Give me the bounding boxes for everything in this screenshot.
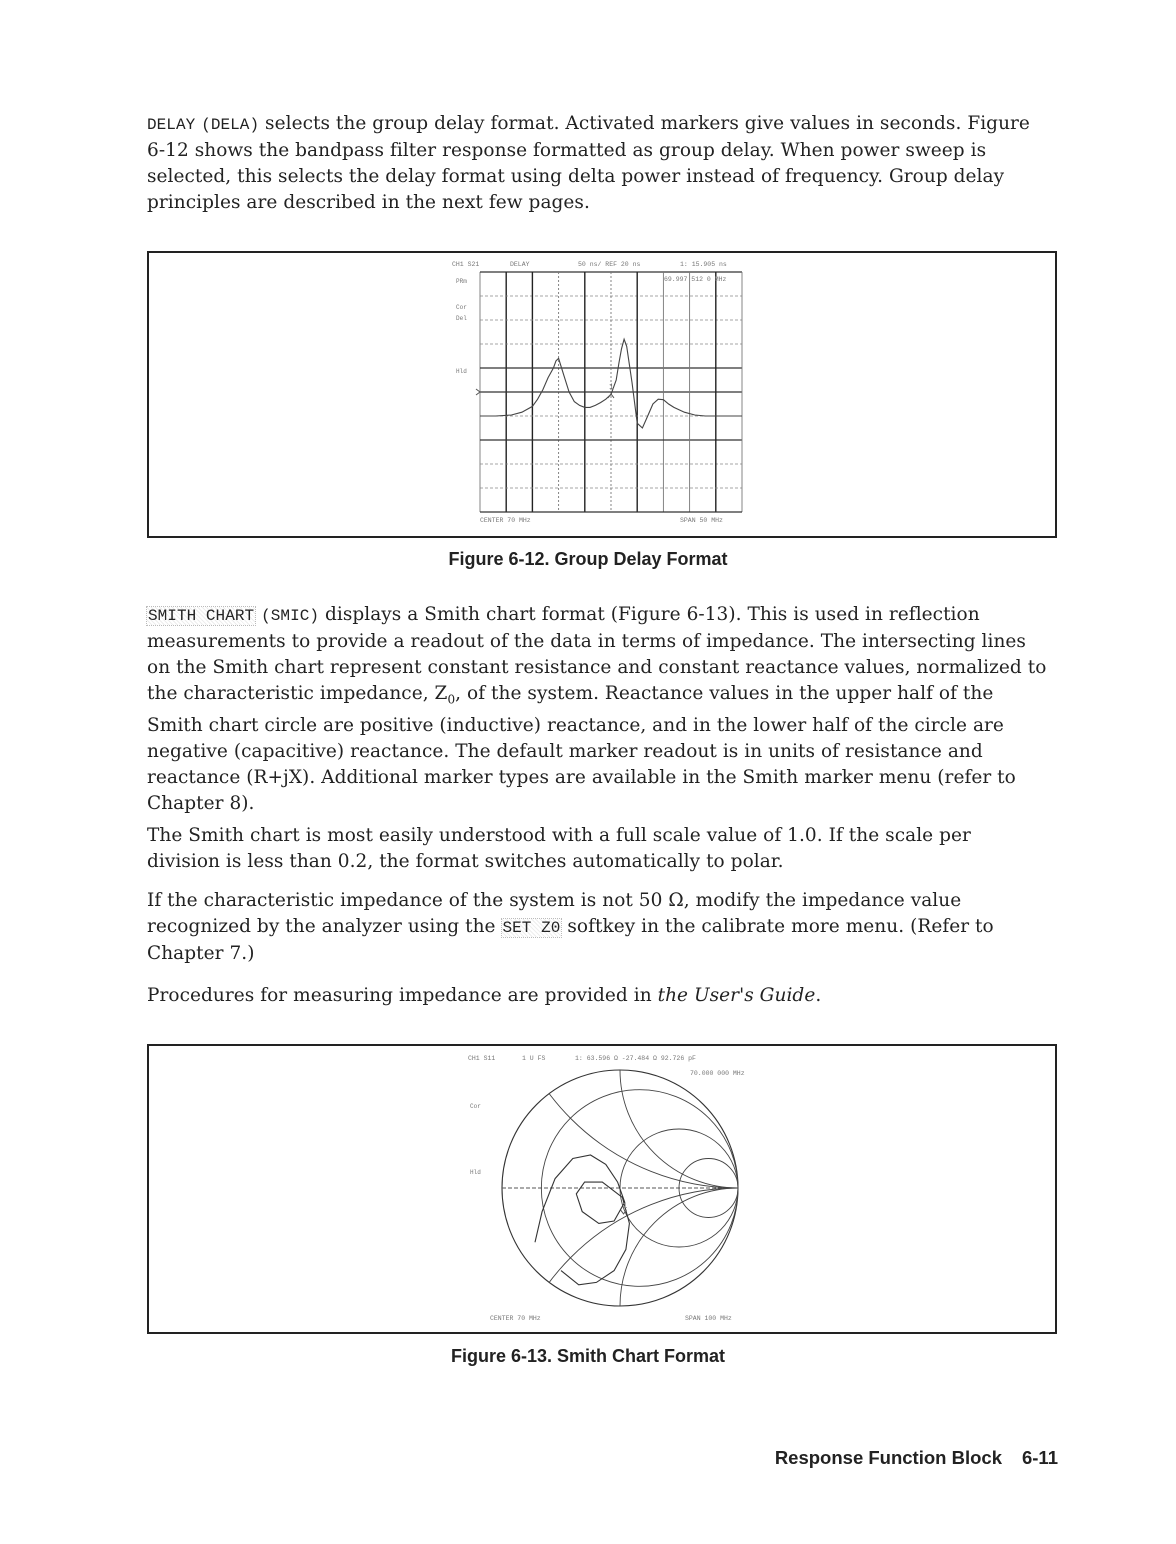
marker-1-label: 1: [622, 1201, 628, 1211]
smith-text-b: , of the system. Reactance values in the upper half of the Smith chart circle are positive (inductive) reactance, and in the lower half of the circle are negative (capacitive) reactance. The default marker readout is in units of resistance and reactance (R+jX). Additional marker types are available in the Smith marker menu (refer to Chapter 8).: [147, 683, 1016, 814]
channel-label: CH1 S11: [468, 1055, 496, 1062]
impedance-text-b: softkey in the calibrate more menu. (Refer to Chapter 7.): [147, 916, 994, 964]
delay-mnemonic: (DELA): [201, 116, 260, 134]
footer-section-title: Response Function Block: [774, 1447, 1002, 1468]
figure-6-12-caption: Figure 6-12. Group Delay Format: [448, 549, 728, 569]
smith-text-a: displays a Smith chart format (Figure 6-13). This is used in reflection measurements to provide a readout of the data in terms of impedance. The intersecting lines on the Smith chart represent constant resistance and constant reactance values, normalized to the characteristic impedance, Z: [147, 604, 1047, 704]
side-label: Hld: [456, 368, 467, 375]
center-frequency: CENTER 70 MHz: [480, 517, 531, 524]
constant-reactance-arc: [502, 1040, 974, 1188]
page-number: 6-11: [1021, 1447, 1058, 1468]
side-label: Cor: [456, 304, 467, 311]
set-z0-softkey: SET Z0: [502, 919, 561, 937]
smith-trace: [535, 1155, 629, 1285]
delay-text: selects the group delay format. Activated markers give values in seconds. Figure 6-12 shows the bandpass filter response formatted as group delay. When power sweep is selected, this selects the delay format using delta power instead of frequency. Group delay principles are described in the next few pages.: [147, 113, 1030, 213]
format-label: DELAY: [510, 261, 530, 268]
side-label: PRm: [456, 278, 467, 285]
marker-readout: 1: 63.596 Ω -27.484 Ω 92.726 pF: [575, 1055, 696, 1062]
group-delay-chart: [0, 0, 1176, 560]
smith-chart: [0, 1040, 1176, 1340]
smith-paragraph-2: [147, 823, 1047, 875]
impedance-text-a: If the characteristic impedance of the system is not 50 Ω, modify the impedance value recognized by the analyzer using the: [147, 890, 962, 937]
smith-paragraph-1: [147, 602, 1047, 817]
side-label: Hld: [470, 1169, 481, 1176]
z0-subscript: 0: [447, 692, 456, 707]
constant-reactance-arc: [502, 1188, 974, 1340]
constant-reactance-arc: [620, 1040, 856, 1188]
smith-fullscale-text: The Smith chart is most easily understood with a full scale value of 1.0. If the scale per division is less than 0.2, the format switches automatically to polar.: [147, 825, 971, 872]
scale-label: 50 ns/ REF 20 ns: [578, 261, 641, 268]
side-label: Cor: [470, 1103, 481, 1110]
scale-label: 1 U FS: [522, 1055, 546, 1062]
constant-reactance-arc: [620, 1188, 856, 1340]
span-label: SPAN 50 MHz: [680, 517, 723, 524]
smith-paragraph-3: [147, 888, 1047, 967]
delay-softkey: DELAY: [147, 116, 196, 134]
procedures-period: .: [815, 985, 822, 1006]
smith-mnemonic: (SMIC): [261, 607, 320, 625]
channel-label: CH1 S21: [452, 261, 480, 268]
reference-position-marker: [476, 389, 480, 395]
figure-6-13-caption: Figure 6-13. Smith Chart Format: [450, 1346, 726, 1366]
marker-readout: 1: 15.905 ns: [680, 261, 727, 268]
smith-chart-softkey: SMITH CHART: [148, 607, 255, 625]
page-footer: [775, 1447, 1058, 1469]
marker-frequency: 70.000 000 MHz: [690, 1070, 745, 1077]
marker-frequency: 69.997 512 0 MHz: [664, 276, 727, 283]
marker-1-label: 1: [608, 382, 614, 392]
span-label: SPAN 100 MHz: [685, 1315, 732, 1322]
procedures-text: Procedures for measuring impedance are provided in: [147, 985, 658, 1006]
smith-paragraph-4: [147, 983, 1047, 1009]
users-guide-reference: the User's Guide: [657, 985, 816, 1006]
center-frequency: CENTER 70 MHz: [490, 1315, 541, 1322]
side-label: Del: [456, 315, 467, 322]
